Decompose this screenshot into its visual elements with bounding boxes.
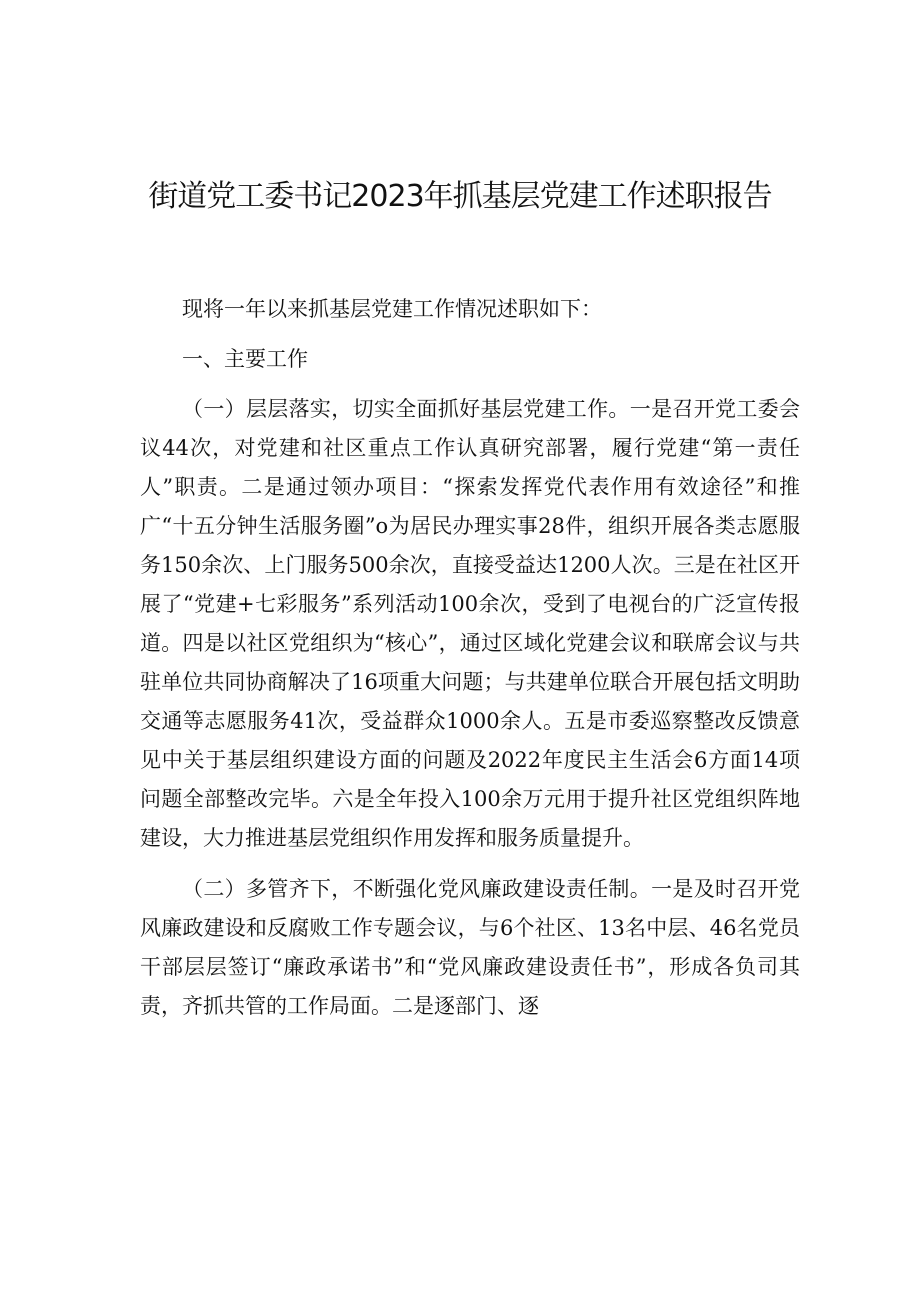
document-body [140, 290, 800, 1026]
document-title: 街道党工委书记2023年抓基层党建工作述职报告 [148, 179, 772, 214]
section-heading: 一、主要工作 [182, 347, 308, 371]
paragraph-2: （二）多管齐下，不断强化党风廉政建设责任制。一是及时召开党风廉政建设和反腐败工作专题会议，与6个社区、13名中层、46名党员干部层层签订“廉政承诺书”和“党风廉政建设责任书”，形成各负司其责，齐抓共管的工作局面。二是逐部门、逐 [140, 877, 800, 1018]
intro-paragraph: 现将一年以来抓基层党建工作情况述职如下： [182, 297, 602, 321]
paragraph-1: （一）层层落实，切实全面抓好基层党建工作。一是召开党工委会议44次，对党建和社区重点工作认真研究部署，履行党建“第一责任人”职责。二是通过领办项目：“探索发挥党代表作用有效途径”和推广“十五分钟生活服务圈”o为居民办理实事28件，组织开展各类志愿服务150余次、上门服务500余次，直接受益达1200人次。三是在社区开展了“党建+七彩服务”系列活动100余次，受到了电视台的广泛宣传报道。四是以社区党组织为“核心”，通过区域化党建会议和联席会议与共驻单位共同协商解决了16项重大问题；与共建单位联合开展包括文明助交通等志愿服务41次，受益群众1000余人。五是市委巡察整改反馈意见中关于基层组织建设方面的问题及2022年度民主生活会6方面14项问题全部整改完毕。六是全年投入100余万元用于提升社区党组织阵地建设，大力推进基层党组织作用发挥和服务质量提升。 [140, 397, 800, 850]
